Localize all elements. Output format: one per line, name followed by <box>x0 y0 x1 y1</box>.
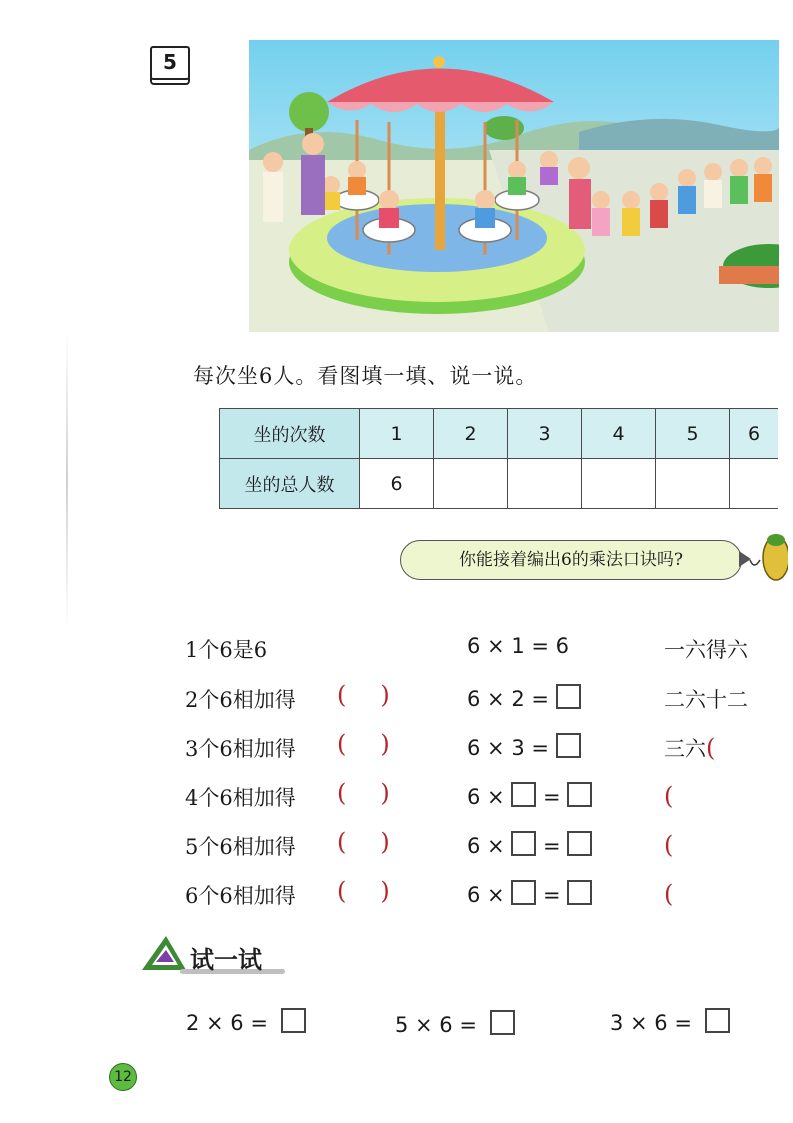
factor-text: 2 <box>511 687 525 711</box>
page-number: 12 <box>109 1063 137 1091</box>
ride-count-cell: 2 <box>434 409 508 459</box>
row-header-total: 坐的总人数 <box>220 459 360 509</box>
product-box[interactable] <box>567 782 592 807</box>
try-heading: 试一试 <box>190 946 262 974</box>
sentence-text: 4个6相加得 <box>185 786 296 810</box>
sentence-text: 5个6相加得 <box>185 835 296 859</box>
answer-parentheses[interactable]: ( ) <box>337 730 390 758</box>
total-cell-blank[interactable] <box>582 459 656 509</box>
factor-box[interactable] <box>511 880 536 905</box>
try-problem-text: 3 × 6 = <box>610 1011 692 1035</box>
sentence-text: 2个6相加得 <box>185 688 296 712</box>
equation: 6 × = <box>467 831 592 858</box>
total-cell-blank[interactable] <box>508 459 582 509</box>
ride-count-cell: 6 <box>730 409 779 459</box>
table-row <box>220 459 779 509</box>
answer-parentheses[interactable]: ( ) <box>337 779 390 807</box>
sentence-text: 1个6是6 <box>185 638 268 662</box>
equation: 6 × = <box>467 880 592 907</box>
product-box[interactable] <box>556 733 581 758</box>
answer-parentheses[interactable]: ( ) <box>337 828 390 856</box>
product-box[interactable] <box>567 831 592 856</box>
multiplication-rhyme: 二六十二 <box>664 688 748 712</box>
sentence-text: 3个6相加得 <box>185 737 296 761</box>
ride-count-table <box>219 408 778 509</box>
answer-box[interactable] <box>490 1010 515 1035</box>
table-row <box>220 409 779 459</box>
mascot-icon <box>748 530 788 586</box>
total-cell-blank[interactable] <box>434 459 508 509</box>
try-problem <box>395 1010 515 1037</box>
factor-text: 3 <box>511 736 525 760</box>
equation: 6 × 1 = 6 <box>467 634 570 658</box>
try-problem-text: 5 × 6 = <box>395 1013 477 1037</box>
equation: 6 × = <box>467 782 592 809</box>
answer-box[interactable] <box>705 1008 730 1033</box>
multiplication-rhyme: ( <box>664 880 674 908</box>
multiplication-rhyme: 三六( <box>664 734 716 762</box>
multiplication-rhyme: 一六得六 <box>664 638 748 662</box>
row-header-rides: 坐的次数 <box>220 409 360 459</box>
try-problem <box>610 1008 730 1035</box>
ride-count-cell: 3 <box>508 409 582 459</box>
tree-icon <box>289 92 329 132</box>
product-box[interactable] <box>556 684 581 709</box>
factor-box[interactable] <box>511 782 536 807</box>
total-cell: 6 <box>360 459 434 509</box>
sentence-text: 6个6相加得 <box>185 884 296 908</box>
section-number: 5 <box>150 46 190 80</box>
try-problem <box>186 1008 306 1035</box>
ride-count-cell: 4 <box>582 409 656 459</box>
total-cell-blank[interactable] <box>730 459 779 509</box>
product-text: 6 <box>555 634 570 658</box>
equation: 6 × 2 = <box>467 684 581 711</box>
factor-box[interactable] <box>511 831 536 856</box>
answer-parentheses[interactable]: ( ) <box>337 681 390 709</box>
carousel-illustration <box>249 40 779 332</box>
speech-bubble: 你能接着编出6的乘法口诀吗? <box>400 540 742 580</box>
multiplication-rhyme: ( <box>664 831 674 859</box>
answer-box[interactable] <box>281 1008 306 1033</box>
ride-count-cell: 5 <box>656 409 730 459</box>
total-cell-blank[interactable] <box>656 459 730 509</box>
equation: 6 × 3 = <box>467 733 581 760</box>
answer-parentheses[interactable]: ( ) <box>337 877 390 905</box>
product-box[interactable] <box>567 880 592 905</box>
page-edge <box>66 330 68 630</box>
ride-count-cell: 1 <box>360 409 434 459</box>
factor-text: 1 <box>511 634 525 658</box>
instruction-text: 每次坐6人。看图填一填、说一说。 <box>193 364 538 388</box>
try-problem-text: 2 × 6 = <box>186 1011 268 1035</box>
multiplication-rhyme: ( <box>664 782 674 810</box>
